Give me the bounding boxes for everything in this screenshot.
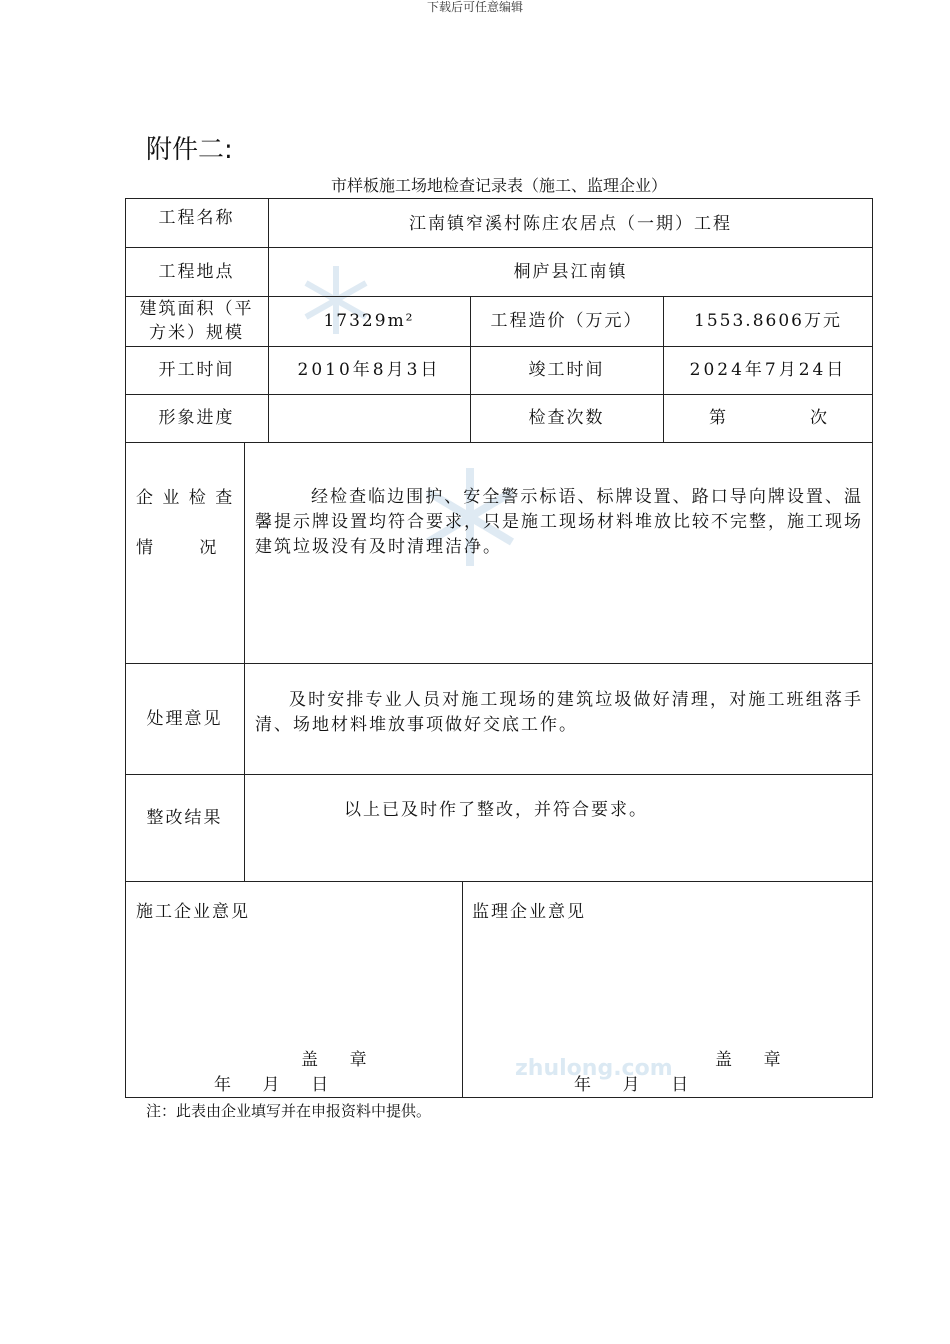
construction-opinion-label: 施工企业意见: [136, 902, 250, 922]
supervision-seal: 盖 章: [715, 1050, 783, 1070]
handling-opinion-label: 处理意见: [146, 708, 223, 729]
project-location-value: 桐庐县江南镇: [513, 261, 628, 282]
construction-date: 年 月 日: [214, 1075, 331, 1095]
handling-opinion-text: 及时安排专业人员对施工现场的建筑垃圾做好清理，对施工班组落手清、场地材料堆放事项做好交底工作。: [255, 690, 863, 735]
project-cost-label: 工程造价（万元）: [490, 311, 643, 331]
construction-seal: 盖 章: [301, 1050, 369, 1070]
project-cost-value: 1553.8606万元: [694, 311, 842, 331]
completion-time-label: 竣工时间: [528, 360, 605, 380]
progress-value: [268, 394, 470, 442]
progress-label: 形象进度: [158, 408, 235, 428]
enterprise-inspection-label-line1: 企 业 检 查: [136, 488, 235, 508]
inspection-count-value: [663, 394, 873, 442]
inspection-form-table: [125, 198, 873, 1098]
supervision-date: 年 月 日: [574, 1075, 691, 1095]
inspection-count-suffix: 次: [810, 408, 829, 428]
footnote: 注：此表由企业填写并在申报资料中提供。: [146, 1102, 432, 1120]
supervision-opinion-label: 监理企业意见: [472, 902, 586, 922]
watermark-text: zhulong.com: [515, 1056, 673, 1081]
rectification-text: 以上已及时作了整改，并符合要求。: [344, 800, 648, 820]
building-area-label: [125, 296, 268, 346]
completion-time-value: 2024年7月24日: [689, 360, 847, 380]
form-title: 市样板施工场地检查记录表（施工、监理企业）: [330, 176, 667, 195]
rectification-label: 整改结果: [146, 807, 223, 828]
attachment-label: 附件二:: [146, 135, 233, 165]
inspection-count-prefix: 第: [709, 408, 728, 428]
enterprise-inspection-text: 经检查临边围护、安全警示标语、标牌设置、路口导向牌设置、温馨提示牌设置均符合要求，只是施工现场材料堆放比较不完整，施工现场建筑垃圾没有及时清理洁净。: [255, 487, 863, 557]
project-name-label: 工程名称: [158, 208, 235, 228]
project-name-value: 江南镇窄溪村陈庄农居点（一期）工程: [409, 214, 732, 234]
enterprise-inspection-label-line2: 情 况: [136, 538, 219, 558]
project-location-label: 工程地点: [158, 261, 235, 282]
header-note: 下载后可任意编辑: [426, 0, 523, 14]
building-area-label-line1: 建筑面积（平: [139, 299, 254, 319]
building-area-value: 17329m²: [323, 311, 415, 331]
building-area-label-line2: 方米）规模: [149, 323, 244, 343]
inspection-count-label: 检查次数: [528, 408, 605, 428]
start-time-value: 2010年8月3日: [297, 360, 441, 380]
enterprise-inspection-label: [136, 486, 240, 561]
start-time-label: 开工时间: [158, 360, 235, 380]
